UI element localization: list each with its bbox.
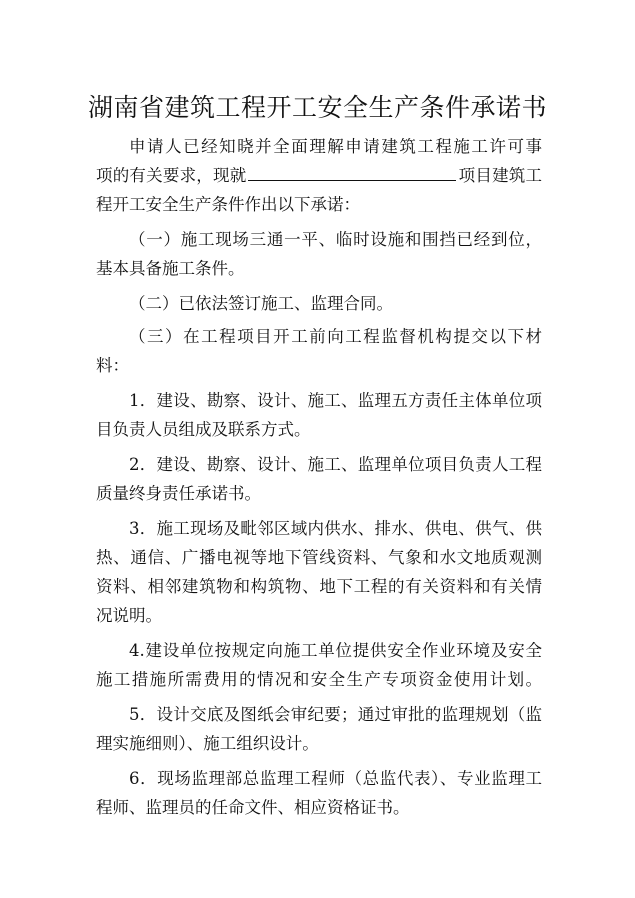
item-2-line-1: （二）已依法签订施工、监理合同。 bbox=[129, 294, 393, 313]
material-5-line-2: 理实施细则）、施工组织设计。 bbox=[96, 734, 319, 753]
material-1-line-2: 目负责人员组成及联系方式。 bbox=[96, 420, 311, 439]
item-3-line-2: 料： bbox=[96, 356, 129, 375]
material-4-line-1: 4.建设单位按规定向施工单位提供安全作业环境及安全 bbox=[129, 641, 542, 660]
item-1-line-1: （一）施工现场三通一平、临时设施和围挡已经到位， bbox=[129, 230, 542, 249]
material-3-line-1: 3．施工现场及毗邻区域内供水、排水、供电、供气、供 bbox=[129, 519, 542, 538]
intro-line-2-after: 项目建筑工 bbox=[458, 166, 543, 185]
intro-line-3: 程开工安全生产条件作出以下承诺： bbox=[96, 195, 360, 214]
document-title: 湖南省建筑工程开工安全生产条件承诺书 bbox=[87, 93, 547, 122]
material-3-line-2: 热、通信、广播电视等地下管线资料、气象和水文地质观测 bbox=[96, 548, 542, 567]
material-1-line-1: 1．建设、勘察、设计、施工、监理五方责任主体单位项 bbox=[129, 391, 542, 410]
item-3-line-1: （三）在工程项目开工前向工程监督机构提交以下材 bbox=[129, 327, 542, 346]
material-2-line-2: 质量终身责任承诺书。 bbox=[96, 484, 261, 503]
material-3-line-3: 资料、相邻建筑物和构筑物、地下工程的有关资料和有关情 bbox=[96, 577, 542, 596]
intro-line-2 bbox=[96, 161, 542, 190]
intro-line-2-before: 项的有关要求，现就 bbox=[96, 166, 247, 185]
intro-line-1: 申请人已经知晓并全面理解申请建筑工程施工许可事 bbox=[129, 137, 542, 156]
material-5-line-1: 5．设计交底及图纸会审纪要；通过审批的监理规划（监 bbox=[129, 705, 542, 724]
material-6-line-2: 程师、监理员的任命文件、相应资格证书。 bbox=[96, 798, 410, 817]
material-4-line-2: 施工措施所需费用的情况和安全生产专项资金使用计划。 bbox=[96, 670, 542, 689]
material-2-line-1: 2．建设、勘察、设计、施工、监理单位项目负责人工程 bbox=[129, 455, 542, 474]
document-body bbox=[96, 132, 542, 822]
material-6-line-1: 6．现场监理部总监理工程师（总监代表）、专业监理工 bbox=[129, 769, 542, 788]
item-1-line-2: 基本具备施工条件。 bbox=[96, 259, 245, 278]
material-3-line-4: 况说明。 bbox=[96, 606, 162, 625]
project-name-blank bbox=[248, 162, 456, 181]
